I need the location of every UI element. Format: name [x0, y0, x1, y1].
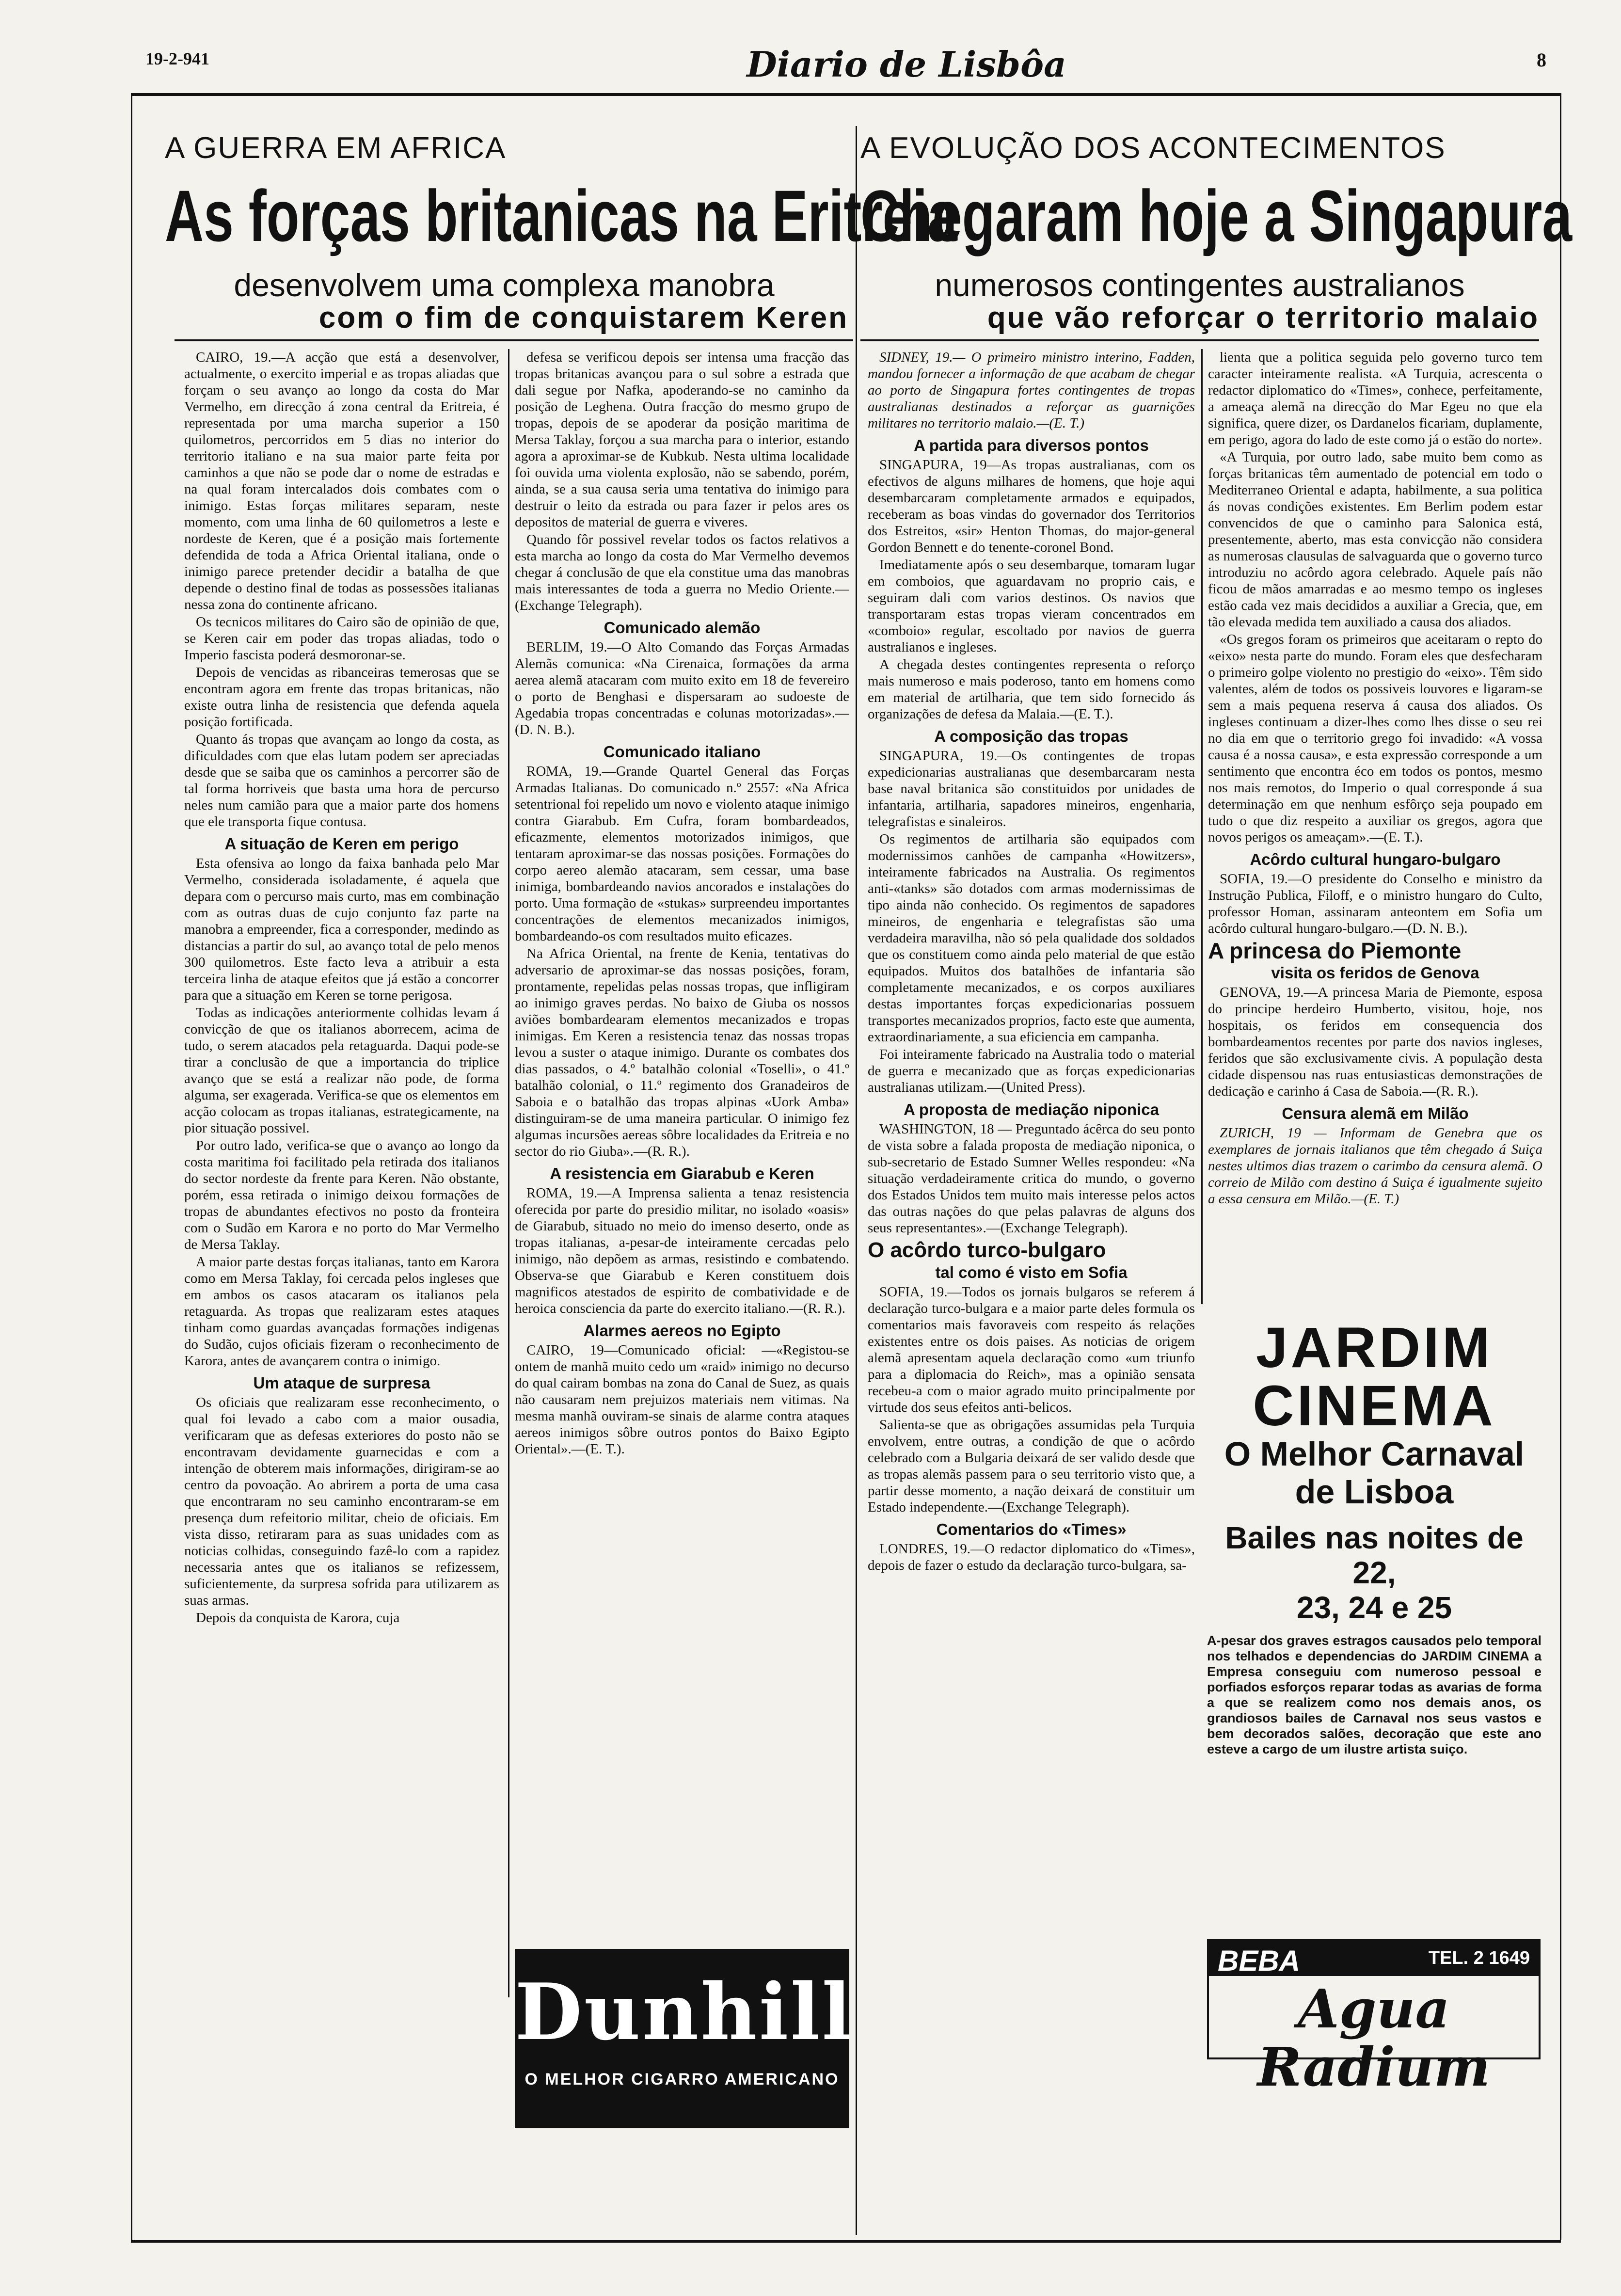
jardim-line: de Lisboa — [1295, 1473, 1454, 1511]
subheading: A situação de Keren em perigo — [224, 835, 459, 853]
jardim-title: JARDIM CINEMA — [1253, 1316, 1496, 1438]
article-column-4 — [1208, 349, 1542, 1304]
paragraph: Quanto ás tropas que avançam ao longo da costa, as dificuldades com que elas lutam podem ser apreciadas desde que se saiba que os caminhos a percorrer são de tal forma horriveis que basta uma hora de percurso neles num camião para que a maior parte dos homens que ele transporta fique contusa. — [184, 732, 499, 829]
issue-date: 19-2-941 — [145, 49, 209, 68]
paragraph: ZURICH, 19 — Informam de Genebra que os exemplares de jornais italianos que têm chegado á Suiça nestes ultimos dias trazem o carimbo da censura alemã. O correio de Milão com destino á Suiça é igualmente sujeito a essa censura em Milão.—(E. T.) — [1208, 1125, 1542, 1207]
paragraph: Esta ofensiva ao longo da faixa banhada pelo Mar Vermelho, considerada isoladamente, é aquela que depara com o percurso mais curto, mas em combinação com as outras duas de cujo conjunto faz parte na manobra a empreender, fica a corresponder, medindo as distancias a partir do sul, ao avanço total de pelo menos 300 quilometros. Este facto leva a atribuir a esta terceira linha de ataque efeitos que já estão a concorrer para que a situação em Keren se torne perigosa. — [184, 856, 499, 1003]
article-column-1 — [184, 349, 499, 2230]
agua-beba: BEBA — [1218, 1945, 1301, 1977]
jardim-line: O Melhor Carnaval — [1224, 1435, 1525, 1473]
top-rule — [131, 93, 1561, 96]
subheading: Comunicado italiano — [603, 743, 761, 761]
paragraph: Na Africa Oriental, na frente de Kenia, tentativas do adversario de aproximar-se das nossas posições, foram, prontamente, repelidas pelas nossas tropas, que infligiram ao inimigo graves perdas. No baixo de Giuba os nossos aviões bombardearam elementos mecanizados e tropas inimigas. Em Keren a resistencia tenaz das nossas tropas levou a suster o ataque inimigo. Durante os combates dos dias passados, o 4.º batalhão colonial «Toselli», o 41.º batalhão colonial, o 11.º regimento dos Granadeiros de Saboia e o batalhão das tropas alpinas «Uork Amba» distinguiram-se de uma maneira particular. O inimigo fez algumas incursões aereas sôbre localidades da Eritreia e no sector do rio Giuba».—(R. R.). — [515, 946, 849, 1159]
paragraph: «A Turquia, por outro lado, sabe muito bem como as forças britanicas têm aumentado de potencial em todo o Mediterraneo Oriental e adapta, habilmente, a sua politica ás novas condições existentes. Em Berlim podem estar convencidos de que o caminho para Salonica está, presentemente, aberto, mas esta convicção não considera as numerosas clausulas de salvaguarda que o governo turco introduziu no acôrdo agora celebrado. Aquele país não ficou de mãos amarradas e ao mesmo tempo os ingleses estão cada vez mais decididos a auxiliar a Grecia, que, em tão elevada medida tem auxiliado a causa dos aliados. — [1208, 449, 1542, 630]
agua-telephone: TEL. 2 1649 — [1428, 1948, 1530, 1968]
subheading: A resistencia em Giarabub e Keren — [550, 1164, 814, 1182]
subheading: A partida para diversos pontos — [914, 436, 1149, 454]
masthead — [131, 44, 1561, 85]
left-subdeck: com o fim de conquistarem Keren — [318, 301, 848, 335]
paragraph: SOFIA, 19.—Todos os jornais bulgaros se referem á declaração turco-bulgara e a maior parte deles formula os comentarios mais favoraveis com respeito ás relações existentes entre os dois paises. As noticias de origem alemã apresentam aquela declaração como «um triunfo para a diplomacia do Reich», mas a opinião sensata recebeu-a com o maior agrado muito principalmente por virtude dos seus efeitos anti-belicos. — [868, 1284, 1195, 1415]
paragraph: A maior parte destas forças italianas, tanto em Karora como em Mersa Taklay, foi cercada pelos ingleses que em ambos os casos atacaram os italianos pela retaguarda. As tropas que realizaram estes ataques tinham como guardas avançadas formações indigenas do Sudão, cujos oficiais fizeram o reconhecimento de Karora, antes de avançarem contra o inimigo. — [184, 1254, 499, 1369]
subheading: O acôrdo turco-bulgaro — [868, 1238, 1106, 1262]
paragraph: SOFIA, 19.—O presidente do Conselho e ministro da Instrução Publica, Filoff, e o ministro hungaro do Culto, professor Homan, assinaram anteontem em Sofia um acôrdo cultural hungaro-bulgaro.—(D. N. B.). — [1208, 871, 1542, 936]
newspaper-title: Diario de Lisbôa — [747, 44, 1066, 85]
column-divider-1 — [508, 349, 509, 1997]
paragraph: LONDRES, 19.—O redactor diplomatico do «Times», depois de fazer o estudo da declaração turco-bulgara, sa- — [868, 1541, 1195, 1573]
jardim-line: 23, 24 e 25 — [1296, 1590, 1452, 1625]
center-divider — [856, 126, 857, 2235]
right-headline: Chegaram hoje a Singapura — [860, 175, 1573, 256]
jardim-body: A-pesar dos graves estragos causados pelo temporal nos telhados e dependencias do JARDIM CINEMA a Empresa conseguiu com numeroso pessoal e porfiados esforços reparar todas as avarias de forma a que se realizem como nos demais anos, os grandiosos bailes de Carnaval nos seus vastos e bem decorados salões, decoração que este ano esteve a cargo de um ilustre artista suiço. — [1207, 1633, 1542, 1756]
paragraph: lienta que a politica seguida pelo governo turco tem caracter inteiramente realista. «A Turquia, acrescenta o redactor diplomatico do «Times», conhece, perfeitamente, a ameaça alemã na direcção do Mar Egeu no que ela significa, quere dizer, os Dardanelos ficariam, duplamente, em perigo, agora do lado de este como já o estão do norte». — [1208, 350, 1542, 447]
subheading: Comentarios do «Times» — [936, 1520, 1127, 1538]
jardim-cinema-advertisement — [1207, 1316, 1542, 1929]
agua-radium-advertisement — [1207, 1939, 1541, 2098]
paragraph: CAIRO, 19.—A acção que está a desenvolver, actualmente, o exercito imperial e as tropas aliadas que forçam o seu avanço ao longo da costa do Mar Vermelho, em direcção á zona central da Eritreia, é representada por uma marcha superior a 150 quilometros, percorridos em 5 dias no interior do territorio italiano e na sua maior parte feita por caminhos a que não se pode dar o nome de estradas e na qual foram intercalados dois combates com o inimigo. Estas forças militares separam, neste momento, com uma linha de 60 quilometros a leste e nordeste de Keren, que é a posição mais fortemente defendida de toda a Africa Oriental italiana, onde o inimigo parece pretender decidir a batalha de que depende o destino final de todas as possessões italianas nessa zona do continente africano. — [184, 350, 499, 612]
left-border — [131, 93, 132, 2240]
subheading: Comunicado alemão — [604, 619, 761, 637]
left-deck: desenvolvem uma complexa manobra — [234, 267, 775, 303]
paragraph: A chegada destes contingentes representa o reforço mais numeroso e mais poderoso, tanto em homens como em material de artilharia, que tem sido fornecido ás organizações de defesa da Malaia.—(E. T.). — [868, 657, 1195, 722]
subheading: A princesa do Piemonte — [1208, 938, 1462, 963]
paragraph: Depois da conquista de Karora, cuja — [196, 1610, 400, 1626]
agua-radium-logo: Agua Radium — [1257, 1977, 1491, 2098]
page-number: 8 — [1537, 49, 1546, 71]
bottom-rule — [131, 2240, 1561, 2243]
right-border — [1560, 93, 1561, 2240]
paragraph: Foi inteiramente fabricado na Australia todo o material de guerra e mecanizado que as forças expedicionarias australianas utilizam.—(United Press). — [868, 1047, 1195, 1095]
subheading: Acôrdo cultural hungaro-bulgaro — [1250, 850, 1501, 868]
column-divider-3 — [1201, 349, 1203, 1304]
paragraph: Os tecnicos militares do Cairo são de opinião de que, se Keren cair em poder das tropas aliadas, todo o Imperio fascista poderá desmoronar-se. — [184, 614, 499, 663]
dunhill-tagline: O MELHOR CIGARRO AMERICANO — [524, 2070, 840, 2089]
subheading: A proposta de mediação niponica — [904, 1100, 1159, 1118]
paragraph: Os oficiais que realizaram esse reconhecimento, o qual foi levado a cabo com a maior ousadia, verificaram que as defesas exteriores do posto não se encontravam devidamente guarnecidas e com a intenção de obterem mais informações, dirigiram-se ao centro da povoação. Ao abrirem a porta de uma casa que encontraram no seu caminho encontraram-se em presença dum refeitorio militar, cheio de oficiais. Em vista disso, retiraram para as suas unidades com as noticias colhidas, conseguindo fazê-lo com a rapidez necessaria antes que os italianos se refizessem, suficientemente, da surpresa sofrida para utilizarem as suas armas. — [184, 1395, 499, 1608]
right-deck-rule — [860, 339, 1539, 341]
dunhill-advertisement — [515, 1949, 854, 2128]
paragraph: «Os gregos foram os primeiros que aceitaram o repto do «eixo» nesta parte do mundo. Foram eles que desfecharam o primeiro golpe violento no prestigio do «eixo». Têm sido valentes, além de todos os possiveis louvores e ligaram-se sem a mais pequena reserva á causa dos aliados. Os ingleses continuam a dizer-lhes como lhes disse o seu rei no dia em que o territorio grego foi invadido: «A vossa causa é a nossa causa», e esta expressão corresponde a um sentimento que encontra éco em todos os pontos, mesmo nos mais remotos, do Imperio o qual corresponde á sua determinação em que nenhum esfôrço seja poupado em tudo o que diz respeito a auxiliar os gregos, agora que novos perigos os ameaçam».—(E. T.). — [1208, 632, 1542, 845]
left-kicker: A GUERRA EM AFRICA — [165, 131, 507, 165]
paragraph: Salienta-se que as obrigações assumidas pela Turquia envolvem, entre outras, a condição de que o acôrdo celebrado com a Bulgaria deixará de ser valido desde que as tropas alemãs passem para o seu territorio visto que, a partir desse momento, a nação deixará de constituir um Estado independente.—(Exchange Telegraph). — [868, 1417, 1195, 1515]
dunhill-logo: Dunhill — [515, 1966, 854, 2057]
paragraph: Imediatamente após o seu desembarque, tomaram lugar em comboios, que aguardavam no proprio cais, e seguiram dali com varios destinos. Os navios que transportaram estas tropas vieram concentrados em «comboio» regular, escoltado por navios de guerra australianos e ingleses. — [868, 557, 1195, 655]
paragraph: BERLIM, 19.—O Alto Comando das Forças Armadas Alemãs comunica: «Na Cirenaica, formações da arma aerea alemã atacaram com muito exito em 18 de fevereiro o porto de Benghasi e dispersaram ao sudoeste de Agedabia tropas concentradas e colunas motorizadas».—(D. N. B.). — [515, 639, 849, 737]
paragraph: Por outro lado, verifica-se que o avanço ao longo da costa maritima foi facilitado pela retirada dos italianos do sector nordeste da frente para Keren. Não obstante, porém, essa retirada o inimigo deixou formações de tropas de abundantes efectivos no posto da fronteira com o Sudão em Karora e no porto do Mar Vermelho de Mersa Taklay. — [184, 1138, 499, 1252]
right-subdeck: que vão reforçar o territorio malaio — [987, 301, 1539, 335]
paragraph: Os regimentos de artilharia são equipados com modernissimos canhões de campanha «Howitzers», inteiramente fabricados na Australia. Os regimentos anti-«tanks» são dotados com armas modernissimas de tipo ainda não conhecido. Os regimentos de sapadores mineiros, de engenharia e telegrafistas são uma verdadeira maravilha, não só pela qualidade dos soldados que os constituem como ainda pelo material de que estão equipados. Muitos dos batalhões de infantaria são completamente mecanizados, e os corpos auxiliares destas importantes forças expedicionarias possuem transportes mecanizados proprios, facto este que aumenta, extraordinariamente, a sua eficiencia em campanha. — [868, 831, 1195, 1045]
article-column-3 — [868, 349, 1195, 2230]
paragraph: defesa se verificou depois ser intensa uma fracção das tropas britanicas avançou para o sul sobre a estrada que dali segue por Nafka, apoderando-se no caminho da posição de Leghena. Outra fracção do mesmo grupo de tropas, depois de se apoderar da posição maritima de Mersa Taklay, forçou a sua marcha para o interior, estando agora a aproximar-se de Kubkub. Nesta ultima localidade foi ouvida uma violenta explosão, não se sabendo, porém, ainda, se a sua causa seria uma tentativa do inimigo para destruir o leito da estrada ou para fazer ir pelos ares os depositos de material de guerra e viveres. — [515, 350, 849, 530]
paragraph: ROMA, 19.—Grande Quartel General das Forças Armadas Italianas. Do comunicado n.º 2557: «Na Africa setentrional foi repelido um novo e violento ataque inimigo contra Giarabub. Em Cufra, foram bombardeados, eficazmente, elementos motorizados inimigos, que tentaram aproximar-se das nossas posições. Formações do corpo aereo alemão atacaram, sem cessar, uma base inimiga, bombardeando navios ancorados e instalações do porto. Uma formação de «stukas» surpreendeu importantes concentrações de elementos mecanizados inimigos, bombardeando-os com resultados muito eficazes. — [515, 764, 849, 944]
paragraph: Todas as indicações anteriormente colhidas levam á convicção de que os italianos aborrecem, acima de tudo, o serem atacados pela retaguarda. Daqui pode-se tirar a conclusão de que a importancia do triplice avanço que se está a realizar não pode, de forma alguma, ser exagerada. Verifica-se que os elementos em acção colocam as tropas italianas, estrategicamente, na pior situação possivel. — [184, 1005, 499, 1136]
right-deck: numerosos contingentes australianos — [935, 267, 1465, 303]
subheading: Um ataque de surpresa — [253, 1374, 430, 1392]
left-headline: As forças britanicas na Eritreia — [165, 175, 957, 256]
agua-banner — [1209, 1941, 1539, 1976]
paragraph: SINGAPURA, 19—As tropas australianas, com os efectivos de alguns milhares de homens, que hoje aqui desembarcaram completamente armados e equipados, receberam as boas vindas do governador dos Territorios dos Estreitos, «sir» Henton Thomas, do major-general Gordon Bennett e do tenente-coronel Bond. — [868, 457, 1195, 555]
subheading: visita os feridos de Genova — [1271, 964, 1479, 982]
paragraph: GENOVA, 19.—A princesa Maria de Piemonte, esposa do principe herdeiro Humberto, visitou, hoje, nos hospitais, os feridos em consequencia dos bombardeamentos recentes por parte dos navios ingleses, feridos que são exclusivamente civis. A população desta cidade dispensou nas ruas entusiasticas demonstrações de dedicação e carinho á Casa de Saboia.—(R. R.). — [1208, 985, 1542, 1099]
paragraph: Depois de vencidas as ribanceiras temerosas que se encontram agora em frente das tropas britanicas, não existe outra linha de resistencia que defenda aquela posição fortificada. — [184, 665, 499, 730]
right-kicker: A EVOLUÇÃO DOS ACONTECIMENTOS — [860, 131, 1446, 165]
subheading: Censura alemã em Milão — [1282, 1104, 1469, 1122]
article-column-2 — [515, 349, 849, 1934]
left-deck-rule — [175, 339, 853, 341]
paragraph: WASHINGTON, 18 — Preguntado ácêrca do seu ponto de vista sobre a falada proposta de mediação niponica, o sub-secretario de Estado Sumner Welles respondeu: «Na situação verdadeiramente critica do mundo, o governo dos Estados Unidos tem muito mais interesse pelos actos das outras nações do que pelas palavras de alguns dos seus representantes».—(Exchange Telegraph). — [868, 1121, 1195, 1236]
paragraph: Quando fôr possivel revelar todos os factos relativos a esta marcha ao longo da costa do Mar Vermelho devemos chegar á conclusão de que ela constitue uma das manobras mais interessantes de toda a guerra no Medio Oriente.—(Exchange Telegraph). — [515, 532, 849, 613]
subheading: A composição das tropas — [934, 727, 1128, 745]
jardim-line: Bailes nas noites de 22, — [1225, 1520, 1524, 1590]
paragraph: CAIRO, 19—Comunicado oficial: —«Registou-se ontem de manhã muito cedo um «raid» inimigo no decurso do qual cairam bombas na zona do Canal de Suez, as quais não causaram nem prejuizos materiais nem vitimas. Na mesma manhã ouviram-se sinais de alarme contra ataques aereos inimigos sôbre outros pontos do Baixo Egipto Oriental».—(E. T.). — [515, 1342, 849, 1457]
subheading: Alarmes aereos no Egipto — [583, 1322, 781, 1339]
subheading: tal como é visto em Sofia — [935, 1263, 1128, 1281]
paragraph: ROMA, 19.—A Imprensa salienta a tenaz resistencia oferecida por parte do presidio militar, no isolado «oasis» de Giarabub, situado no meio do imenso deserto, onde as tropas italianas, a-pesar-de inteiramente cercadas pelo inimigo, não depõem as armas, resistindo e combatendo. Observa-se que Giarabub e Keren constituem dois magnificos atestados de espirito de combatividade e de heroica consciencia da parte do exercito italiano.—(R. R.). — [515, 1185, 849, 1316]
paragraph: SIDNEY, 19.— O primeiro ministro interino, Fadden, mandou fornecer a informação de que acabam de chegar ao porto de Singapura fortes contingentes de tropas australianas destinados a reforçar as guarnições militares no territorio malaio.—(E. T.) — [868, 350, 1195, 431]
paragraph: SINGAPURA, 19.—Os contingentes de tropas expedicionarias australianas que desembarcaram nesta base naval britanica são constituidos por unidades de infantaria, artilharia, sapadores mineiros, engenharia, telegrafistas e sinaleiros. — [868, 748, 1195, 829]
